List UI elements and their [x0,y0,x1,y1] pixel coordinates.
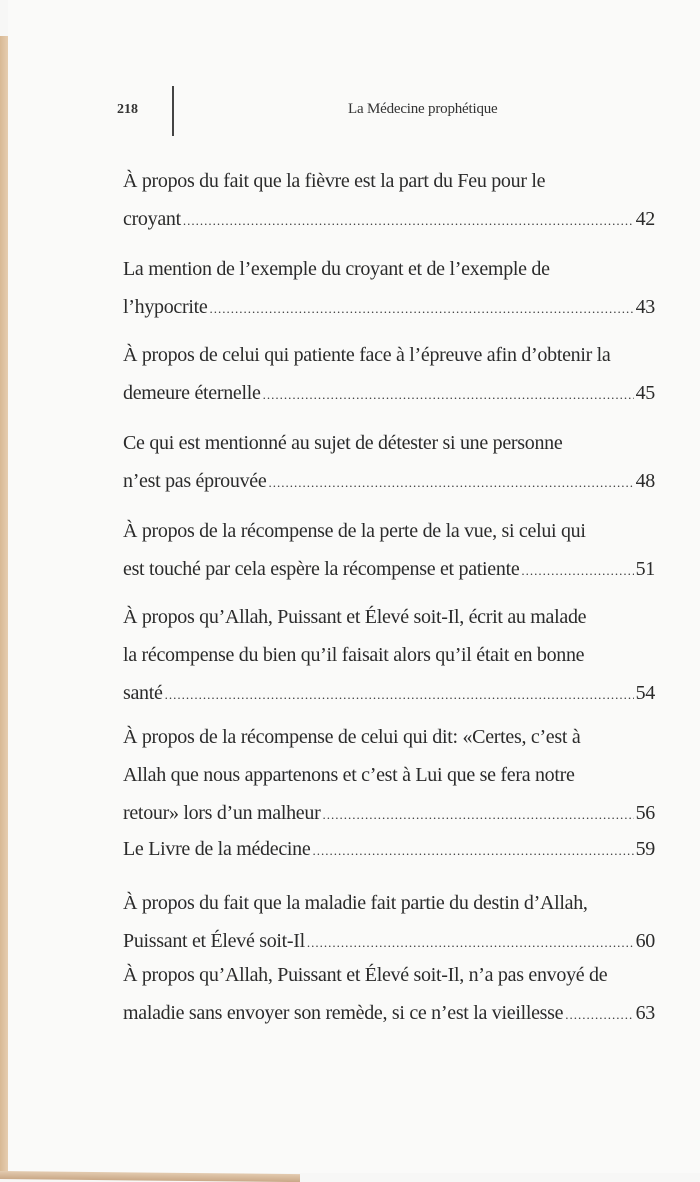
toc-entry [123,830,655,870]
toc-entry [123,512,655,590]
toc-entry [123,424,655,502]
dot-leader [263,376,634,414]
running-title: La Médecine prophétique [348,101,498,117]
toc-entry-last-line [123,550,655,590]
book-page [8,0,700,1173]
toc-entry-line: Ce qui est mentionné au sujet de détester si une personne [123,432,563,454]
toc-entry-line: À propos de la récompense de celui qui dit: «Certes, c’est à [123,726,581,748]
dot-leader [183,202,634,240]
page-header [8,84,700,138]
toc-entry-text: maladie sans envoyer son remède, si ce n’est la vieillesse [123,1002,564,1024]
toc-entry [123,336,655,414]
toc-entry [123,956,655,1034]
toc-entry-last-line [123,994,655,1034]
toc-entry-last-line [123,200,655,240]
toc-page-number: 54 [635,682,655,704]
toc-entry [123,598,655,714]
toc-entry-text: est touché par cela espère la récompense et patiente [123,558,520,580]
toc-entry-last-line [123,830,655,870]
dot-leader [521,552,633,590]
toc-entry-line: À propos du fait que la fièvre est la part du Feu pour le [123,170,546,192]
page-number: 218 [117,102,138,117]
header-divider [172,86,174,136]
toc-page-number: 56 [635,802,655,824]
toc-entry-line: À propos qu’Allah, Puissant et Élevé soit-Il, écrit au malade [123,606,587,628]
toc-page-number: 59 [635,838,655,860]
dot-leader [565,996,633,1034]
toc-entry-line: À propos de celui qui patiente face à l’épreuve afin d’obtenir la [123,344,611,366]
toc-page-number: 42 [635,208,655,230]
toc-entry-last-line [123,374,655,414]
dot-leader [322,796,633,834]
toc-entry-last-line [123,674,655,714]
toc-entry-text: santé [123,682,163,704]
toc-entry-text: demeure éternelle [123,382,261,404]
dot-leader [312,832,633,870]
toc-entry-line: À propos de la récompense de la perte de la vue, si celui qui [123,520,586,542]
dot-leader [209,290,633,328]
toc-page-number: 45 [635,382,655,404]
toc-page-number: 48 [635,470,655,492]
toc-page-number: 63 [635,1002,655,1024]
toc-entry-text: Puissant et Élevé soit-Il [123,930,305,952]
toc-entry-line: La mention de l’exemple du croyant et de l’exemple de [123,258,550,280]
toc-entry-text: retour» lors d’un malheur [123,802,321,824]
toc-entry [123,718,655,834]
toc-entry-last-line [123,794,655,834]
toc-entry [123,162,655,240]
toc-entry [123,884,655,962]
toc-entry-last-line [123,288,655,328]
dot-leader [268,464,633,502]
page-edge-left [0,36,8,1172]
toc-page-number: 60 [635,930,655,952]
toc-page-number: 43 [635,296,655,318]
toc-entry-text: n’est pas éprouvée [123,470,267,492]
toc-entry-last-line [123,462,655,502]
toc-entry-text: Le Livre de la médecine [123,838,311,860]
toc-entry-line: la récompense du bien qu’il faisait alors qu’il était en bonne [123,644,585,666]
toc-entry-line: Allah que nous appartenons et c’est à Lui que se fera notre [123,764,575,786]
toc-page-number: 51 [635,558,655,580]
toc-entry-line: À propos du fait que la maladie fait partie du destin d’Allah, [123,892,588,914]
toc-entry-text: croyant [123,208,181,230]
toc-entry [123,250,655,328]
toc-entry-line: À propos qu’Allah, Puissant et Élevé soit-Il, n’a pas envoyé de [123,964,608,986]
dot-leader [165,676,634,714]
toc-entry-text: l’hypocrite [123,296,208,318]
